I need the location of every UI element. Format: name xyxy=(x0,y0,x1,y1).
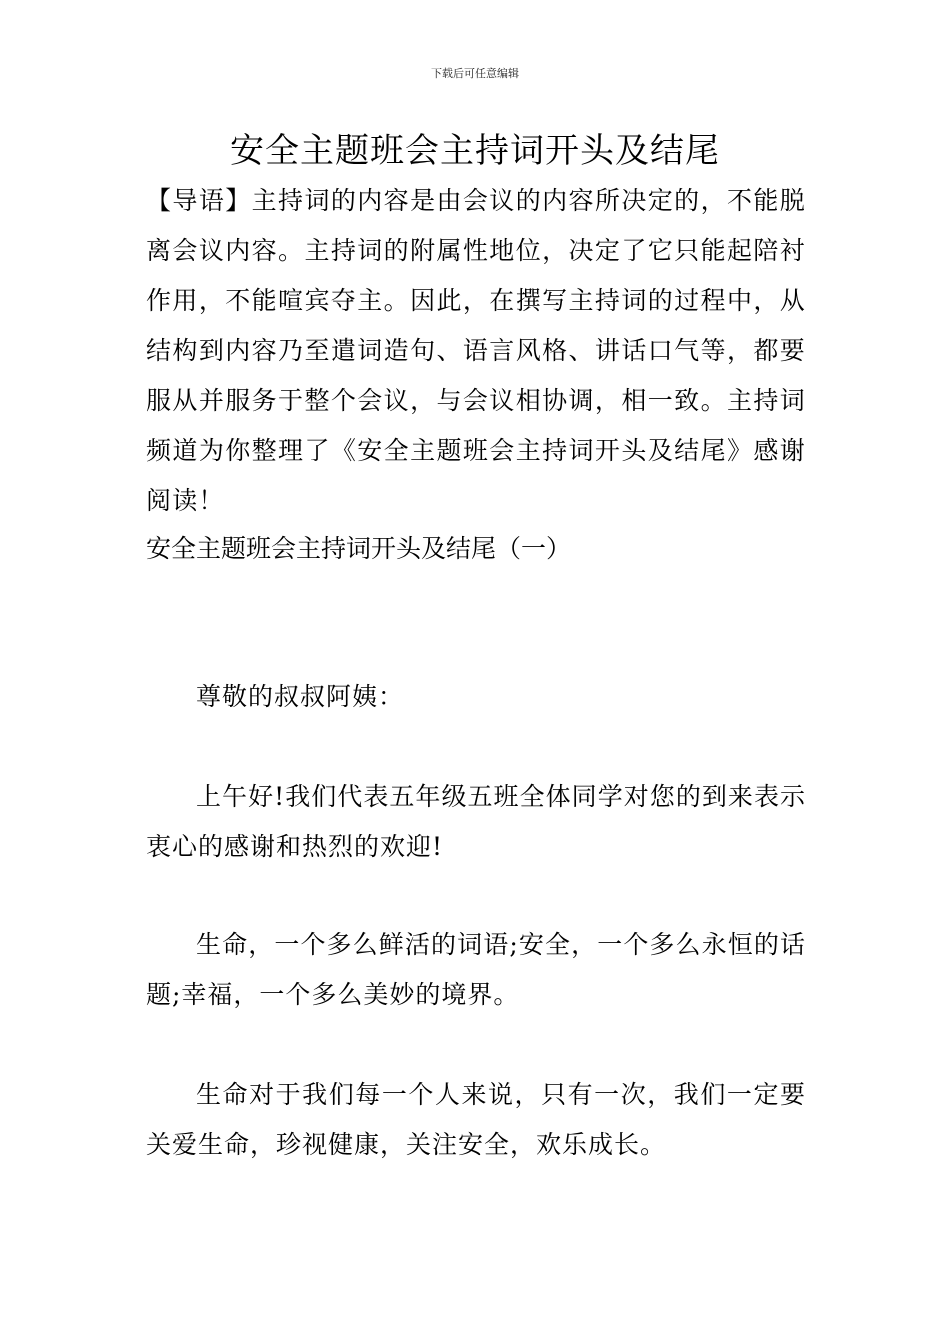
body-paragraph: 生命对于我们每一个人来说，只有一次，我们一定要关爱生命，珍视健康，关注安全，欢乐成长。 xyxy=(146,1080,806,1159)
header-note: 下载后可任意编辑 xyxy=(431,67,519,80)
document-title: 安全主题班会主持词开头及结尾 xyxy=(230,131,720,171)
body-paragraph: 上午好!我们代表五年级五班全体同学对您的到来表示衷心的感谢和热烈的欢迎! xyxy=(146,782,806,861)
body-paragraph: 生命，一个多么鲜活的词语;安全，一个多么永恒的话题;幸福，一个多么美妙的境界。 xyxy=(146,930,806,1009)
greeting-paragraph: 尊敬的叔叔阿姨： xyxy=(196,682,405,711)
section-heading: 安全主题班会主持词开头及结尾（一） xyxy=(146,534,572,563)
intro-paragraph: 【导语】主持词的内容是由会议的内容所决定的，不能脱离会议内容。主持词的附属性地位，决定了它只能起陪衬作用，不能喧宾夺主。因此，在撰写主持词的过程中，从结构到内容乃至遣词造句、语言风格、讲话口气等，都要服从并服务于整个会议，与会议相协调，相一致。主持词频道为你整理了《安全主题班会主持词开头及结尾》感谢阅读！ xyxy=(146,186,806,515)
